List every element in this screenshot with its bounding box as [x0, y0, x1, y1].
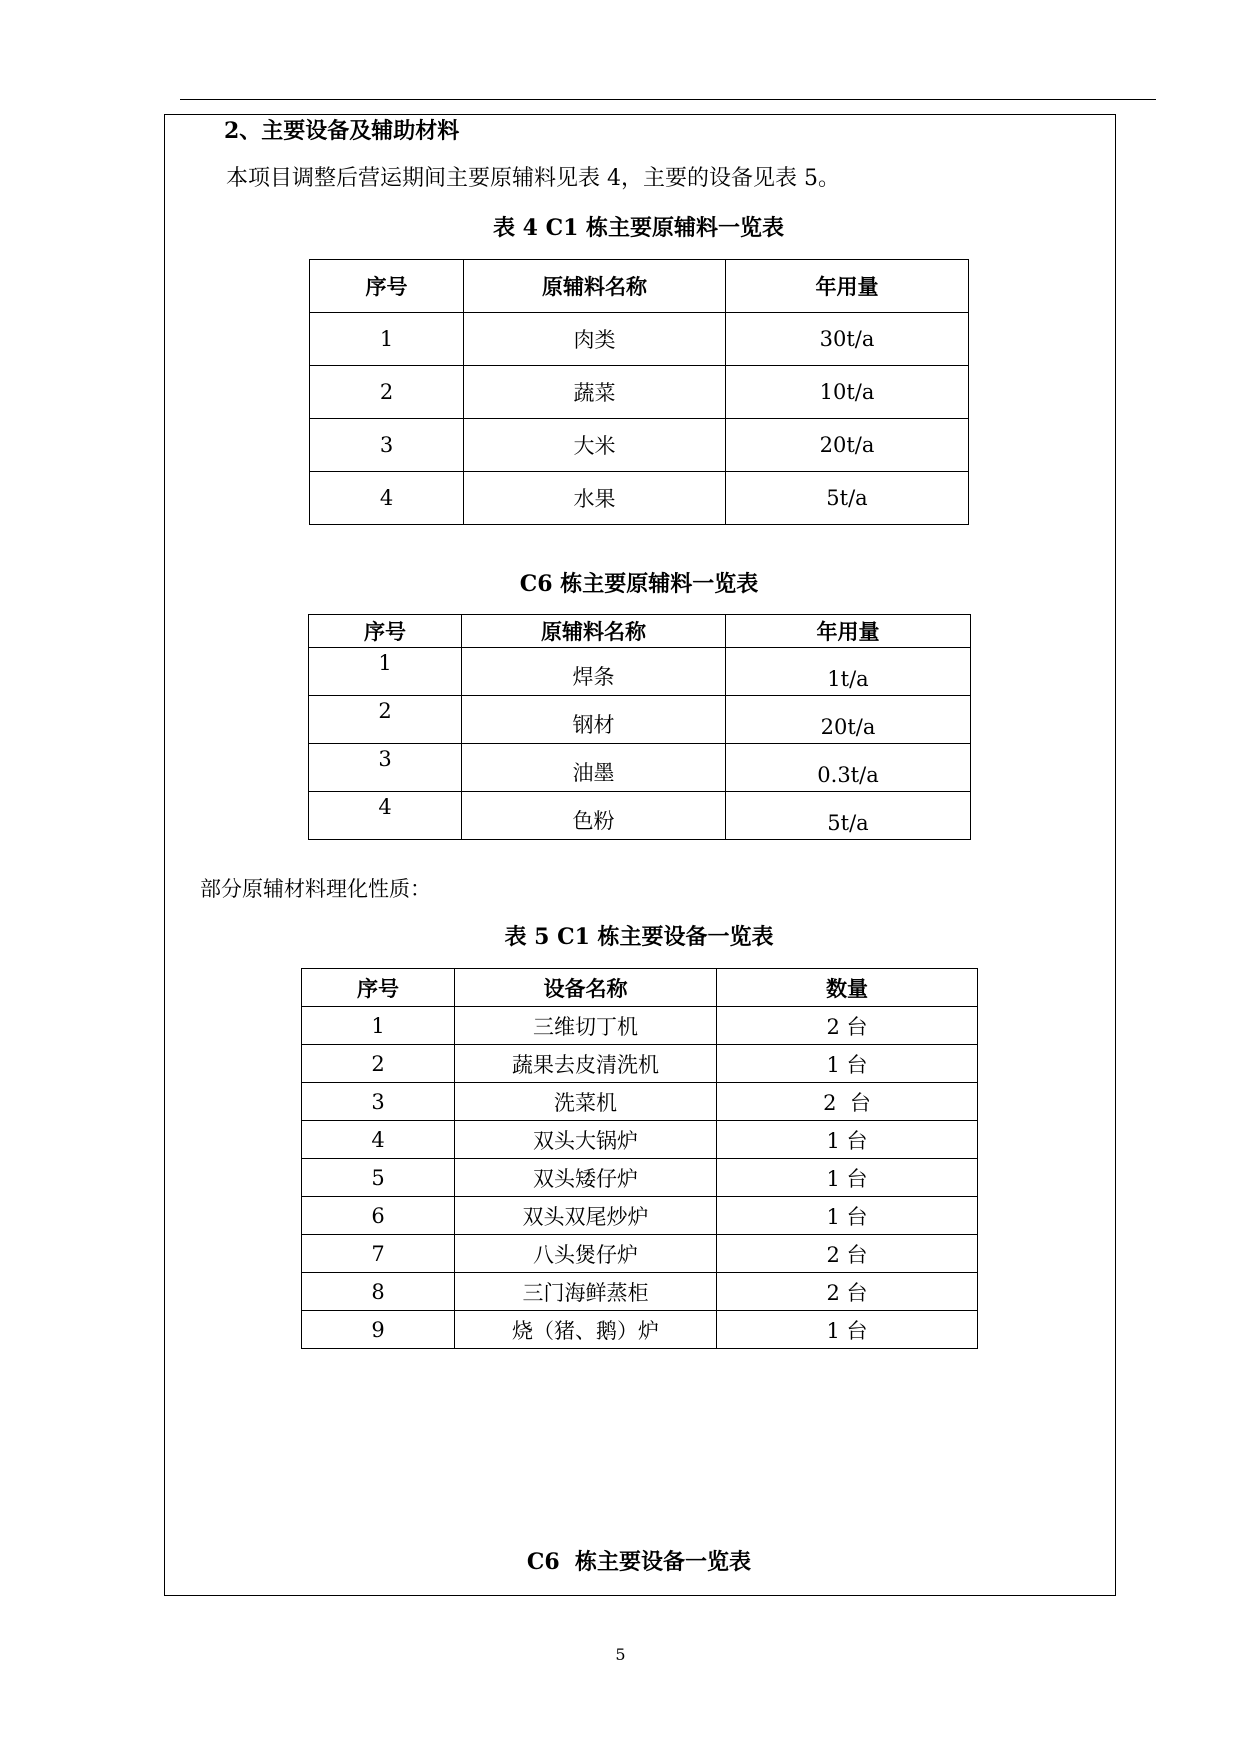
column-header-amount: 年用量 [726, 615, 971, 648]
table-row [309, 744, 971, 792]
table4b-c6-materials [308, 614, 971, 840]
cell-quantity: 1 台 [717, 1045, 978, 1083]
table-header-row [309, 615, 971, 648]
cell-amount: 1t/a [726, 648, 971, 696]
cell-amount: 5t/a [726, 792, 971, 840]
cell-equipment: 洗菜机 [455, 1083, 717, 1121]
column-header-name: 原辅料名称 [462, 615, 726, 648]
table-row [302, 1159, 978, 1197]
cell-quantity: 2 台 [717, 1083, 978, 1121]
cell-quantity: 1 台 [717, 1159, 978, 1197]
column-header-index: 序号 [309, 615, 462, 648]
cell-name: 肉类 [464, 313, 726, 366]
table-row [309, 696, 971, 744]
cell-name: 水果 [464, 472, 726, 525]
cell-index: 2 [310, 366, 464, 419]
table4-c1-materials [309, 259, 969, 525]
table-row [302, 1197, 978, 1235]
cell-amount: 20t/a [726, 419, 969, 472]
table-row [310, 313, 969, 366]
cell-quantity: 1 台 [717, 1311, 978, 1349]
cell-quantity: 2 台 [717, 1235, 978, 1273]
table-row [302, 1121, 978, 1159]
cell-index: 6 [302, 1197, 455, 1235]
cell-amount: 10t/a [726, 366, 969, 419]
cell-amount: 20t/a [726, 696, 971, 744]
cell-equipment: 双头矮仔炉 [455, 1159, 717, 1197]
cell-index: 2 [309, 696, 462, 744]
cell-equipment: 蔬果去皮清洗机 [455, 1045, 717, 1083]
materials-properties-note: 部分原辅材料理化性质： [200, 877, 431, 901]
table-row [302, 1007, 978, 1045]
table4b-caption: C6 栋主要原辅料一览表 [519, 571, 759, 597]
cell-index: 5 [302, 1159, 455, 1197]
cell-equipment: 八头煲仔炉 [455, 1235, 717, 1273]
column-header-index: 序号 [302, 969, 455, 1007]
cell-index: 4 [309, 792, 462, 840]
cell-index: 8 [302, 1273, 455, 1311]
cell-equipment: 双头双尾炒炉 [455, 1197, 717, 1235]
cell-index: 9 [302, 1311, 455, 1349]
table-header-row [302, 969, 978, 1007]
cell-equipment: 三门海鲜蒸柜 [455, 1273, 717, 1311]
cell-quantity: 2 台 [717, 1273, 978, 1311]
cell-index: 3 [310, 419, 464, 472]
table5-c1-equipment [301, 968, 978, 1349]
cell-equipment: 双头大锅炉 [455, 1121, 717, 1159]
table4-caption: 表 4 C1 栋主要原辅料一览表 [492, 215, 785, 241]
table-row [310, 419, 969, 472]
cell-quantity: 1 台 [717, 1197, 978, 1235]
table-header-row [310, 260, 969, 313]
cell-name: 色粉 [462, 792, 726, 840]
table-row [309, 792, 971, 840]
cell-name: 焊条 [462, 648, 726, 696]
table-row [309, 648, 971, 696]
table-row [310, 472, 969, 525]
cell-amount: 0.3t/a [726, 744, 971, 792]
cell-index: 1 [309, 648, 462, 696]
cell-quantity: 2 台 [717, 1007, 978, 1045]
table5-caption: 表 5 C1 栋主要设备一览表 [504, 924, 774, 950]
column-header-index: 序号 [310, 260, 464, 313]
column-header-amount: 年用量 [726, 260, 969, 313]
cell-index: 2 [302, 1045, 455, 1083]
table-row [302, 1273, 978, 1311]
section-heading: 2、主要设备及辅助材料 [224, 118, 460, 144]
table-row [310, 366, 969, 419]
intro-paragraph: 本项目调整后营运期间主要原辅料见表 4，主要的设备见表 5。 [226, 166, 840, 191]
cell-index: 7 [302, 1235, 455, 1273]
table-row [302, 1311, 978, 1349]
cell-index: 1 [302, 1007, 455, 1045]
column-header-quantity: 数量 [717, 969, 978, 1007]
table6-caption: C6 栋主要设备一览表 [526, 1549, 752, 1575]
cell-equipment: 烧（猪、鹅）炉 [455, 1311, 717, 1349]
cell-equipment: 三维切丁机 [455, 1007, 717, 1045]
cell-name: 钢材 [462, 696, 726, 744]
cell-index: 1 [310, 313, 464, 366]
column-header-name: 原辅料名称 [464, 260, 726, 313]
table-row [302, 1235, 978, 1273]
cell-amount: 30t/a [726, 313, 969, 366]
cell-index: 3 [309, 744, 462, 792]
column-header-equipment: 设备名称 [455, 969, 717, 1007]
cell-quantity: 1 台 [717, 1121, 978, 1159]
cell-index: 4 [302, 1121, 455, 1159]
header-rule [180, 99, 1156, 100]
cell-name: 蔬菜 [464, 366, 726, 419]
cell-name: 油墨 [462, 744, 726, 792]
cell-index: 3 [302, 1083, 455, 1121]
table-row [302, 1045, 978, 1083]
page-number: 5 [615, 1645, 626, 1664]
cell-name: 大米 [464, 419, 726, 472]
table-row [302, 1083, 978, 1121]
cell-amount: 5t/a [726, 472, 969, 525]
cell-index: 4 [310, 472, 464, 525]
